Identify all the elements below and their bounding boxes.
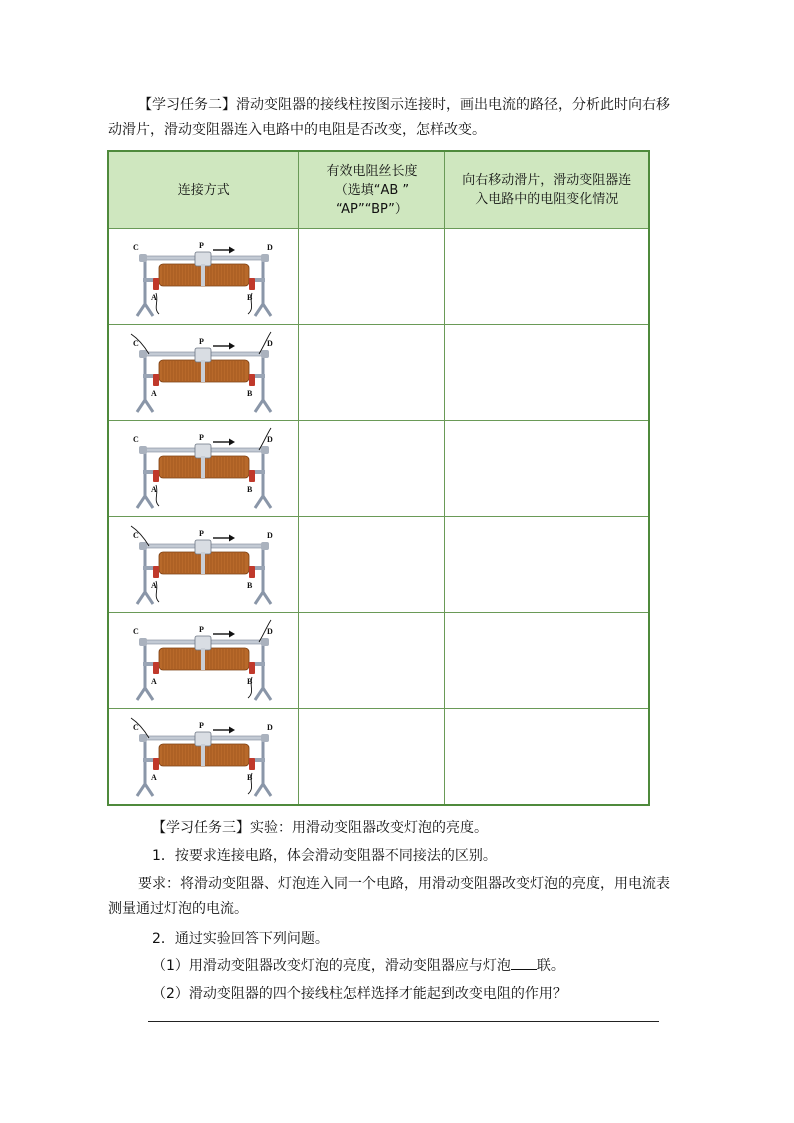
task3-title: 【学习任务三】实验：用滑动变阻器改变灯泡的亮度。	[152, 820, 488, 836]
task2-line2: 动滑片，滑动变阻器连入电路中的电阻是否改变，怎样改变。	[108, 122, 486, 138]
slider-contact	[201, 360, 205, 382]
label-b: B	[246, 388, 253, 398]
task3-requirement	[108, 874, 678, 919]
change-answer-cell[interactable]	[445, 709, 649, 806]
rheostat-figure	[131, 718, 273, 796]
label-b: B	[246, 772, 253, 782]
slider-p	[195, 540, 211, 554]
table-row	[108, 229, 649, 325]
terminal-b	[249, 566, 255, 578]
rheostat-table	[107, 150, 650, 806]
rheostat-diagram	[129, 618, 279, 704]
slider-p	[195, 732, 211, 746]
label-p: P	[198, 624, 204, 634]
connection-cell	[108, 517, 299, 613]
terminal-b	[249, 470, 255, 482]
arrow-head	[229, 534, 235, 541]
label-p: P	[198, 336, 204, 346]
req-line2: 测量通过灯泡的电流。	[108, 901, 248, 917]
wire-a	[156, 581, 159, 602]
rheostat-figure	[133, 241, 273, 316]
q1-suffix: 联。	[536, 958, 565, 974]
slider-contact	[201, 264, 205, 286]
task2-paragraph	[108, 95, 678, 140]
right-stand	[255, 355, 271, 412]
header-connection	[108, 151, 299, 229]
rheostat-diagram	[129, 714, 279, 800]
label-c: C	[132, 434, 139, 444]
table-row	[108, 613, 649, 709]
length-answer-cell[interactable]	[299, 229, 445, 325]
rheostat-figure	[131, 332, 273, 412]
slider-p	[195, 252, 211, 266]
req-line1: 要求：将滑动变阻器、灯泡连入同一个电路，用滑动变阻器改变灯泡的亮度，用电流表	[138, 876, 670, 892]
terminal-a	[153, 470, 159, 482]
label-d: D	[266, 242, 273, 252]
left-stand	[137, 355, 153, 412]
rod-end-c	[139, 254, 147, 262]
terminal-a	[153, 374, 159, 386]
label-d: D	[266, 626, 273, 636]
label-d: D	[266, 434, 273, 444]
length-answer-cell[interactable]	[299, 325, 445, 421]
arrow-head	[229, 630, 235, 637]
rod-end-d	[261, 734, 269, 742]
task3-step1: 1．按要求连接电路，体会滑动变阻器不同接法的区别。	[152, 848, 497, 864]
rod-end-d	[261, 638, 269, 646]
arrow-head	[229, 726, 235, 733]
terminal-b	[249, 374, 255, 386]
change-answer-cell[interactable]	[445, 421, 649, 517]
label-c: C	[132, 530, 139, 540]
task2-line1: 【学习任务二】滑动变阻器的接线柱按图示连接时，画出电流的路径，分析此时向右移	[138, 97, 670, 113]
left-stand	[137, 451, 153, 508]
rheostat-diagram	[129, 330, 279, 416]
length-answer-cell[interactable]	[299, 517, 445, 613]
answer-blank[interactable]	[511, 955, 537, 970]
table-row	[108, 517, 649, 613]
label-b: B	[246, 292, 253, 302]
change-answer-cell[interactable]	[445, 517, 649, 613]
label-b: B	[246, 484, 253, 494]
table-header-row	[108, 151, 649, 229]
label-c: C	[132, 722, 139, 732]
slider-p	[195, 444, 211, 458]
rheostat-diagram	[129, 234, 279, 320]
header-length-text: 有效电阻丝长度 （选填“AB ” “AP”“BP”）	[326, 163, 418, 217]
arrow-head	[229, 246, 235, 253]
rod-end-d	[261, 254, 269, 262]
label-b: B	[246, 580, 253, 590]
header-connection-text: 连接方式	[177, 182, 230, 198]
rheostat-diagram	[129, 426, 279, 512]
left-stand	[137, 739, 153, 796]
rod-end-c	[139, 638, 147, 646]
question-2: （2）滑动变阻器的四个接线柱怎样选择才能起到改变电阻的作用？	[152, 986, 567, 1002]
wire-a	[156, 485, 159, 506]
label-p: P	[198, 528, 204, 538]
slider-contact	[201, 648, 205, 670]
rod-end-d	[261, 350, 269, 358]
label-a: A	[150, 580, 157, 590]
rod-end-d	[261, 446, 269, 454]
label-d: D	[266, 722, 273, 732]
right-stand	[255, 259, 271, 316]
left-stand	[137, 259, 153, 316]
connection-cell	[108, 709, 299, 806]
label-c: C	[132, 338, 139, 348]
rheostat-diagram	[129, 522, 279, 608]
q1-text: （1）用滑动变阻器改变灯泡的亮度，滑动变阻器应与灯泡	[152, 958, 511, 974]
terminal-b	[249, 758, 255, 770]
label-a: A	[150, 484, 157, 494]
change-answer-cell[interactable]	[445, 325, 649, 421]
slider-p	[195, 636, 211, 650]
left-stand	[137, 547, 153, 604]
label-p: P	[198, 720, 204, 730]
answer-line[interactable]	[148, 1021, 659, 1022]
label-d: D	[266, 530, 273, 540]
right-stand	[255, 547, 271, 604]
slider-contact	[201, 744, 205, 766]
length-answer-cell[interactable]	[299, 421, 445, 517]
header-change	[445, 151, 649, 229]
task3-step2: 2．通过实验回答下列问题。	[152, 931, 329, 947]
slider-contact	[201, 552, 205, 574]
left-stand	[137, 643, 153, 700]
right-stand	[255, 643, 271, 700]
label-b: B	[246, 676, 253, 686]
arrow-head	[229, 342, 235, 349]
length-answer-cell[interactable]	[299, 613, 445, 709]
table-row	[108, 421, 649, 517]
terminal-b	[249, 278, 255, 290]
terminal-a	[153, 662, 159, 674]
header-change-text: 向右移动滑片，滑动变阻器连 入电路中的电阻变化情况	[462, 173, 632, 207]
label-a: A	[150, 772, 157, 782]
terminal-a	[153, 566, 159, 578]
table-row	[108, 325, 649, 421]
terminal-a	[153, 758, 159, 770]
question-1	[152, 955, 565, 976]
change-answer-cell[interactable]	[445, 229, 649, 325]
label-d: D	[266, 338, 273, 348]
rod-end-c	[139, 734, 147, 742]
connection-cell	[108, 613, 299, 709]
right-stand	[255, 451, 271, 508]
label-p: P	[198, 432, 204, 442]
rheostat-figure	[131, 526, 273, 604]
rod-end-c	[139, 446, 147, 454]
rheostat-figure	[133, 428, 273, 508]
label-a: A	[150, 676, 157, 686]
right-stand	[255, 739, 271, 796]
connection-cell	[108, 421, 299, 517]
label-a: A	[150, 292, 157, 302]
connection-cell	[108, 229, 299, 325]
change-answer-cell[interactable]	[445, 613, 649, 709]
rod-end-d	[261, 542, 269, 550]
slider-contact	[201, 456, 205, 478]
wire-a	[156, 293, 159, 314]
rod-end-c	[139, 350, 147, 358]
arrow-head	[229, 438, 235, 445]
slider-p	[195, 348, 211, 362]
terminal-a	[153, 278, 159, 290]
label-c: C	[132, 242, 139, 252]
table-row	[108, 709, 649, 806]
terminal-b	[249, 662, 255, 674]
rod-end-c	[139, 542, 147, 550]
header-length	[299, 151, 445, 229]
label-p: P	[198, 240, 204, 250]
length-answer-cell[interactable]	[299, 709, 445, 806]
rheostat-figure	[133, 620, 273, 700]
connection-cell	[108, 325, 299, 421]
label-c: C	[132, 626, 139, 636]
label-a: A	[150, 388, 157, 398]
